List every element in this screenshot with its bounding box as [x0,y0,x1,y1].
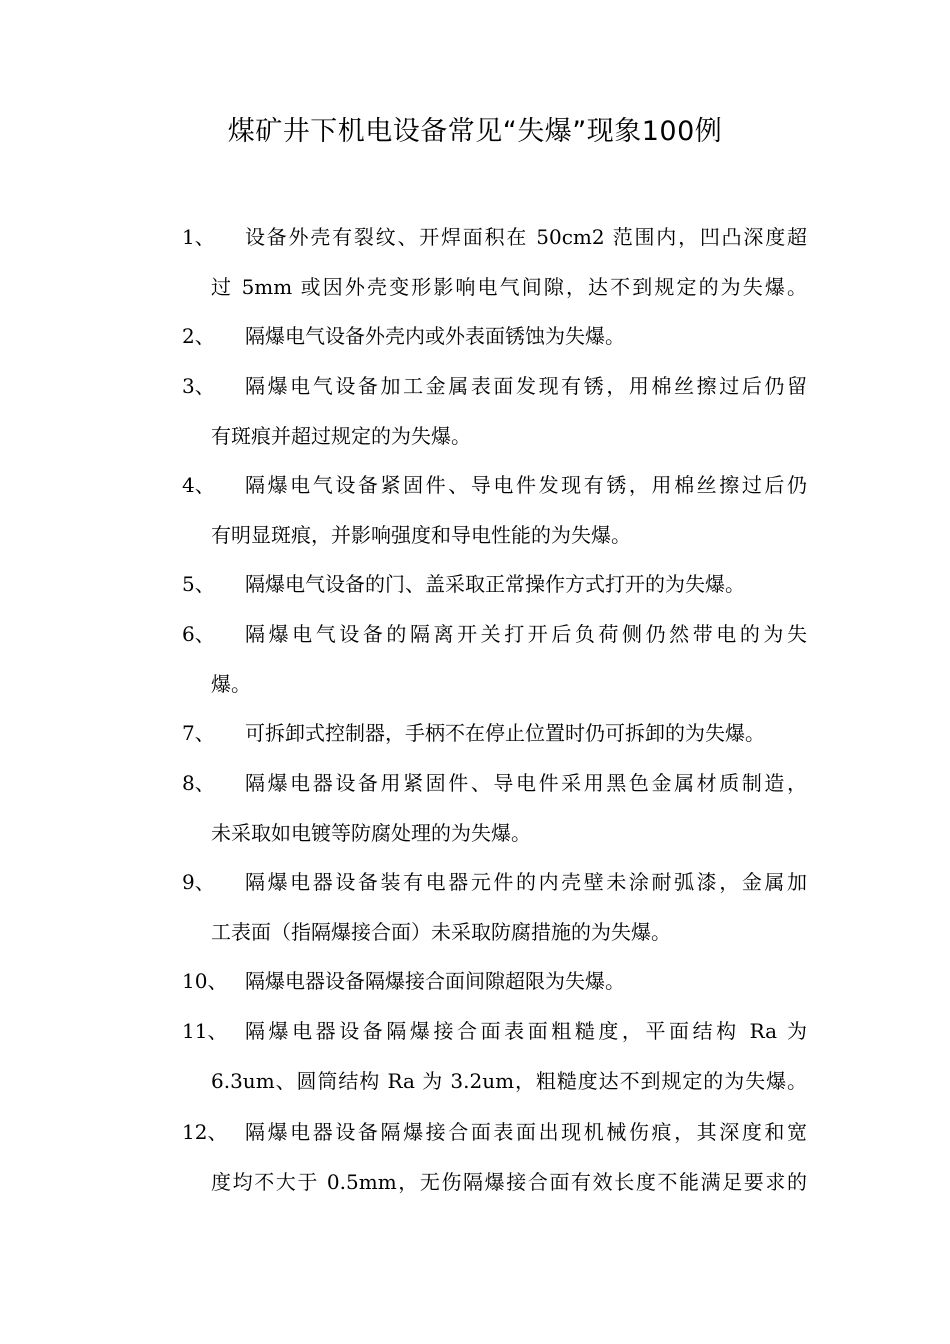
item-line: 隔爆电气设备加工金属表面发现有锈，用棉丝擦过后仍留 [245,374,807,398]
item-line: 未采取如电镀等防腐处理的为失爆。 [211,821,531,845]
item-line: 过 5mm 或因外壳变形影响电气间隙，达不到规定的为失爆。 [211,275,807,299]
item-line: 隔爆电气设备的隔离开关打开后负荷侧仍然带电的为失 [245,622,807,646]
item-line: 爆。 [211,672,251,696]
item-line: 隔爆电器设备隔爆接合面表面粗糙度，平面结构 Ra 为 [245,1019,807,1043]
item-line: 隔爆电器设备隔爆接合面表面出现机械伤痕，其深度和宽 [245,1120,807,1144]
item-line: 6.3um、圆筒结构 Ra 为 3.2um，粗糙度达不到规定的为失爆。 [211,1069,807,1093]
item-number: 9、 [182,870,215,894]
item-number: 12、 [182,1120,228,1144]
item-line: 隔爆电气设备紧固件、导电件发现有锈，用棉丝擦过后仍 [245,473,807,497]
item-number: 10、 [182,969,228,993]
item-line: 隔爆电器设备装有电器元件的内壳壁未涂耐弧漆，金属加 [245,870,807,894]
item-line: 隔爆电气设备外壳内或外表面锈蚀为失爆。 [245,324,625,348]
item-line: 可拆卸式控制器，手柄不在停止位置时仍可拆卸的为失爆。 [245,721,765,745]
item-number: 3、 [182,374,215,398]
item-number: 5、 [182,572,215,596]
item-number: 1、 [182,225,215,249]
item-line: 设备外壳有裂纹、开焊面积在 50cm2 范围内，凹凸深度超 [245,225,807,249]
item-number: 6、 [182,622,215,646]
item-number: 11、 [182,1019,228,1043]
item-number: 4、 [182,473,215,497]
item-line: 隔爆电气设备的门、盖采取正常操作方式打开的为失爆。 [245,572,745,596]
item-line: 隔爆电器设备隔爆接合面间隙超限为失爆。 [245,969,625,993]
item-number: 2、 [182,324,215,348]
item-line: 度均不大于 0.5mm，无伤隔爆接合面有效长度不能满足要求的 [211,1170,807,1194]
item-line: 有斑痕并超过规定的为失爆。 [211,424,471,448]
document-title: 煤矿井下机电设备常见“失爆”现象100例 [227,116,723,147]
item-line: 工表面（指隔爆接合面）未采取防腐措施的为失爆。 [211,920,671,944]
item-line: 有明显斑痕，并影响强度和导电性能的为失爆。 [211,523,631,547]
item-line: 隔爆电器设备用紧固件、导电件采用黑色金属材质制造， [245,771,807,795]
item-number: 8、 [182,771,215,795]
item-number: 7、 [182,721,215,745]
